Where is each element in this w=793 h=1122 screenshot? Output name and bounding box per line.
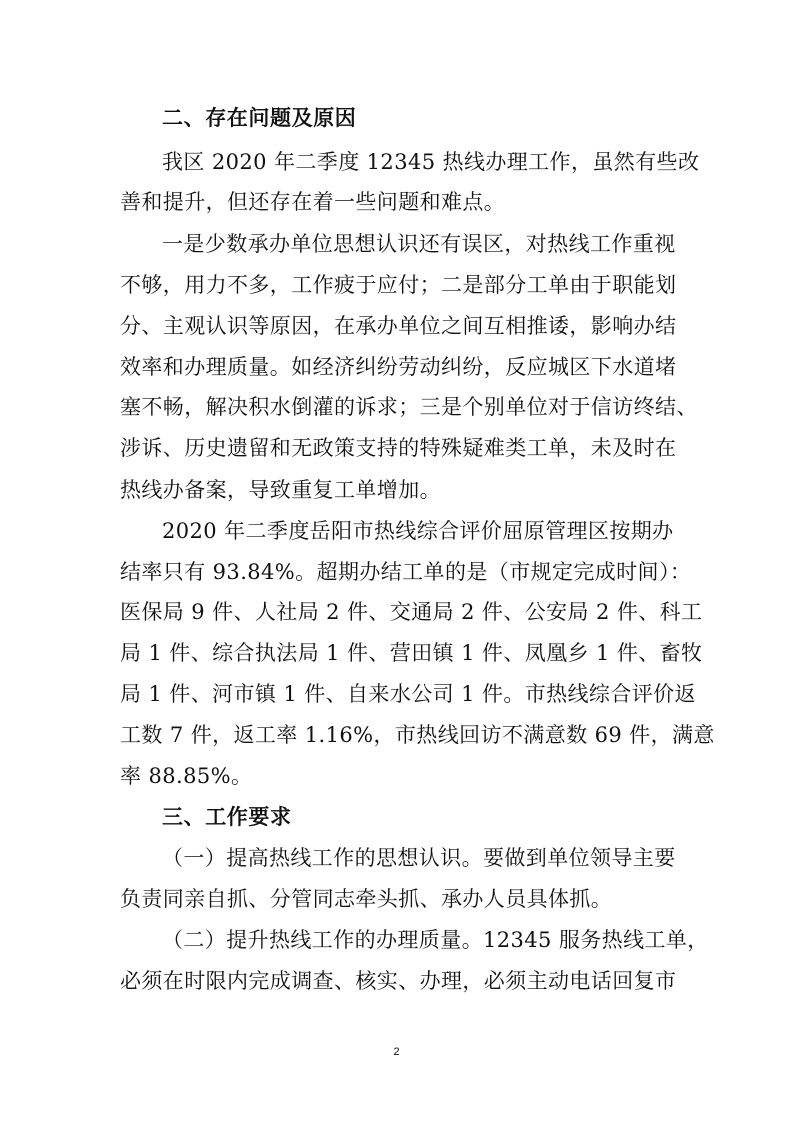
paragraph-line: 热线办备案，导致重复工单增加。 [120,478,441,502]
paragraph-line: 率 88.85%。 [120,764,253,788]
paragraph-line: 负责同亲自抓、分管同志牵头抓、承办人员具体抓。 [120,887,613,911]
paragraph-line: 医保局 9 件、人社局 2 件、交通局 2 件、公安局 2 件、科工 [120,600,703,624]
paragraph-line: 局 1 件、河市镇 1 件、自来水公司 1 件。市热线综合评价返 [120,682,696,706]
paragraph-line: 必须在时限内完成调查、核实、办理，必须主动电话回复市 [120,969,677,993]
paragraph-line: （二）提升热线工作的办理质量。12345 服务热线工单， [162,928,709,952]
section-heading-problems: 二、存在问题及原因 [162,106,357,130]
paragraph-line: 塞不畅，解决积水倒灌的诉求；三是个别单位对于信访终结、 [120,395,698,419]
paragraph-line: 我区 2020 年二季度 12345 热线办理工作，虽然有些改 [162,150,700,174]
paragraph-line: 2020 年二季度岳阳市热线综合评价屈原管理区按期办 [162,519,674,543]
paragraph-line: 效率和办理质量。如经济纠纷劳动纠纷，反应城区下水道堵 [120,355,677,379]
paragraph-line: 不够，用力不多，工作疲于应付；二是部分工单由于职能划 [120,273,677,297]
paragraph-line: 善和提升，但还存在着一些问题和难点。 [120,190,506,214]
paragraph-line: 工数 7 件，返工率 1.16%，市热线回访不满意数 69 件，满意 [120,723,715,747]
page-number: 2 [393,1046,400,1058]
paragraph-line: 涉诉、历史遗留和无政策支持的特殊疑难类工单，未及时在 [120,436,677,460]
paragraph-line: （一）提高热线工作的思想认识。要做到单位领导主要 [162,846,676,870]
paragraph-line: 分、主观认识等原因，在承办单位之间互相推诿，影响办结 [120,314,677,338]
section-heading-requirements: 三、工作要求 [162,805,292,829]
paragraph-line: 结率只有 93.84%。超期办结工单的是（市规定完成时间）： [120,560,692,584]
paragraph-line: 一是少数承办单位思想认识还有误区，对热线工作重视 [162,232,676,256]
paragraph-line: 局 1 件、综合执法局 1 件、营田镇 1 件、凤凰乡 1 件、畜牧 [120,641,703,665]
